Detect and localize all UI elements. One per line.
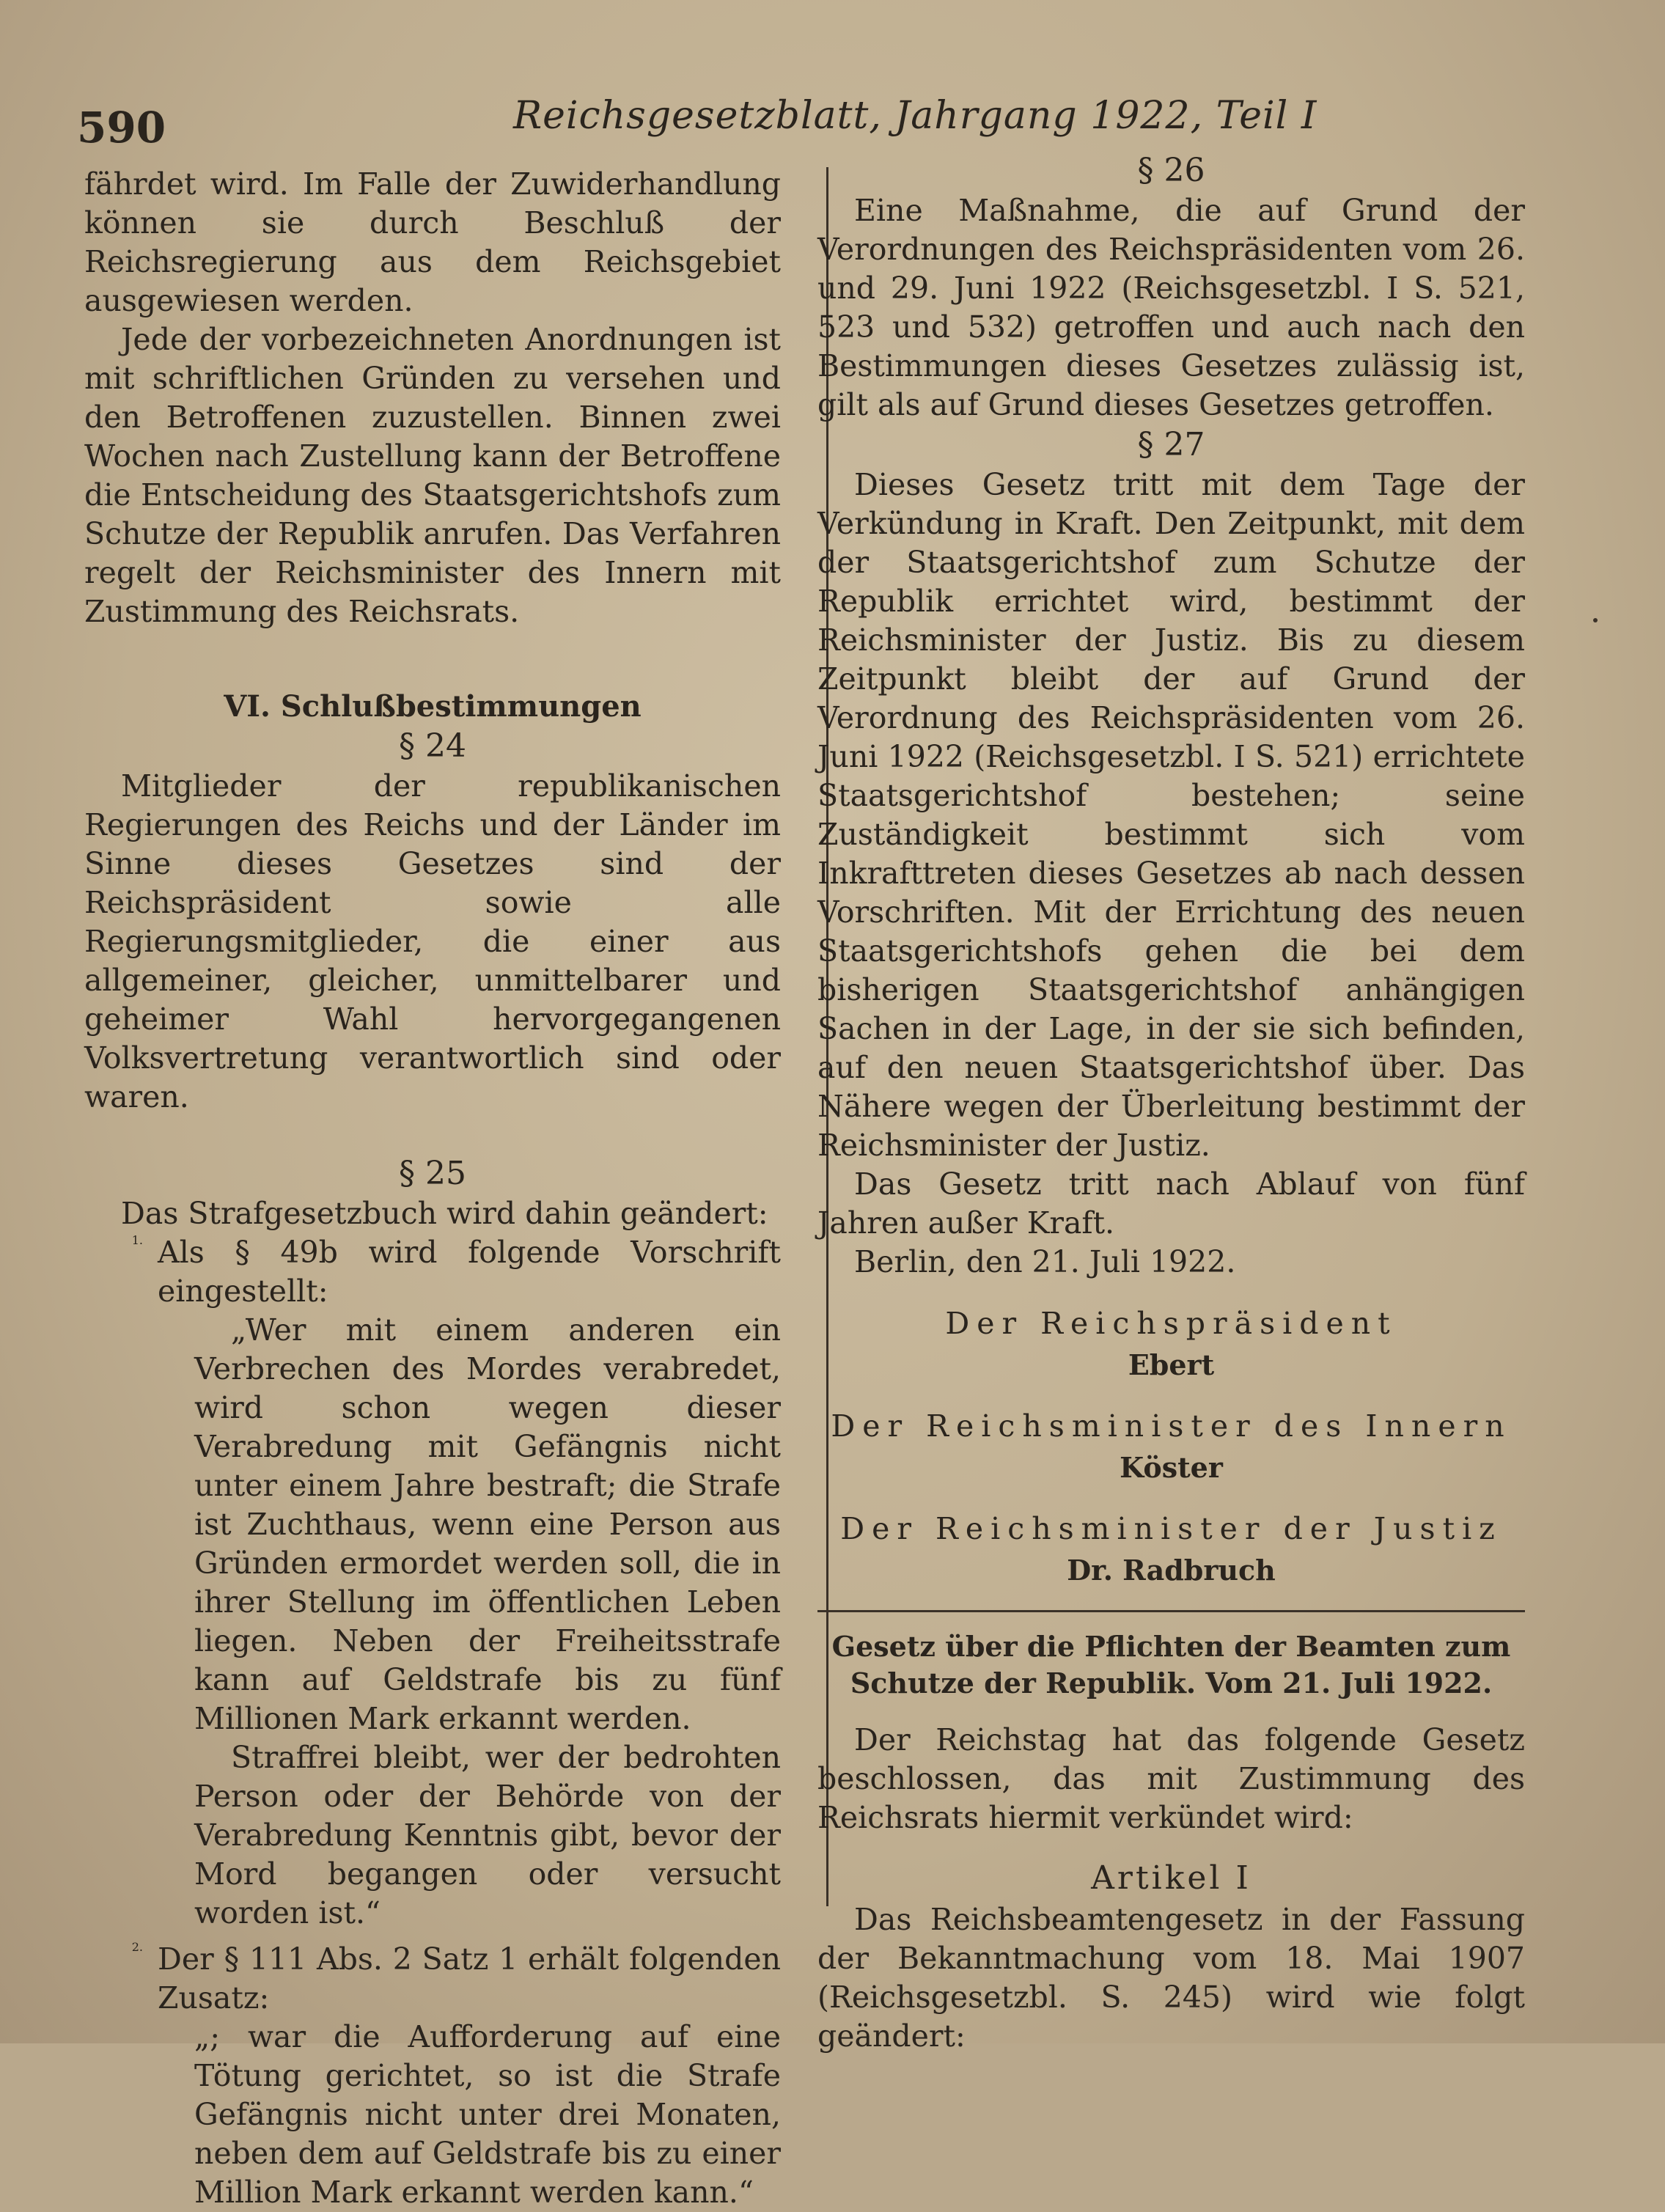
page-number: 590 bbox=[77, 103, 166, 153]
paragraph-sign-24: § 24 bbox=[399, 727, 466, 765]
date-line: Berlin, den 21. Juli 1922. bbox=[854, 1244, 1236, 1279]
quote-paragraph: „Wer mit einem anderen ein Verbrechen des Mordes verabredet, wird schon wegen dieser Verabredung mit Gefängnis nicht unter einem Jahre bestraft; die Strafe ist Zuchthaus, wenn eine Person aus Gründen ermordet werden soll, die in ihrer Stellung im öffentlichen Leben liegen. Neben der Freiheitsstrafe kann auf Geldstrafe bis zu fünf Millionen Mark erkannt werden. bbox=[194, 1312, 781, 1736]
right-column bbox=[817, 150, 1525, 2056]
horizontal-rule bbox=[817, 1610, 1525, 1612]
running-head: Reichsgesetzblatt, Jahrgang 1922, Teil I bbox=[513, 94, 1317, 138]
page-header bbox=[0, 94, 1665, 153]
list-item bbox=[84, 1940, 781, 2018]
list-item-text: Der § 111 Abs. 2 Satz 1 erhält folgenden Zusatz: bbox=[158, 1941, 781, 2016]
signatory-name: Dr. Radbruch bbox=[1067, 1554, 1276, 1587]
paragraph-sign-25: § 25 bbox=[399, 1155, 466, 1192]
paragraph: Jede der vorbezeichneten Anordnungen ist mit schriftlichen Gründen zu versehen und den Betroffenen zuzustellen. Binnen zwei Wochen nach Zustellung kann der Betroffene die Entscheidung des Staatsgerichtshofs zum Schutze der Republik anrufen. Das Verfahren regelt der Reichsminister des Innern mit Zustimmung des Reichsrats. bbox=[84, 322, 781, 629]
section-heading: VI. Schlußbestimmungen bbox=[224, 689, 642, 724]
list-item bbox=[84, 1233, 781, 1311]
signatory-name: Ebert bbox=[1128, 1348, 1215, 1381]
paragraph-26-text: Eine Maßnahme, die auf Grund der Verordnungen des Reichspräsidenten vom 26. und 29. Juni 1922 (Reichsgesetzbl. I S. 521, 523 und 532) getroffen und auch nach den Bestimmungen dieses Gesetzes zulässig ist, gilt als auf Grund dieses Gesetzes getroffen. bbox=[817, 193, 1525, 422]
paragraph-sign-26: § 26 bbox=[1137, 152, 1205, 189]
law-title: Gesetz über die Pflichten der Beamten zum Schutze der Republik. Vom 21. Juli 1922. bbox=[831, 1630, 1511, 1700]
left-column bbox=[84, 165, 781, 2212]
signatory-title: Der Reichsminister des Innern bbox=[831, 1408, 1512, 1444]
signatory-title: Der Reichsminister der Justiz bbox=[840, 1511, 1502, 1546]
article-text: Das Reichsbeamtengesetz in der Fassung der Bekanntmachung vom 18. Mai 1907 (Reichsgesetzbl. S. 245) wird wie folgt geändert: bbox=[817, 1902, 1525, 2054]
signatory-title: Der Reichspräsident bbox=[945, 1306, 1397, 1341]
article-heading: Artikel I bbox=[1091, 1859, 1251, 1897]
paragraph-27-text-2: Das Gesetz tritt nach Ablauf von fünf Jahren außer Kraft. bbox=[817, 1166, 1525, 1241]
quotation bbox=[84, 1311, 781, 1933]
paragraph-25-intro: Das Strafgesetzbuch wird dahin geändert: bbox=[121, 1196, 768, 1231]
list-number: 1. bbox=[131, 1233, 143, 1247]
quotation bbox=[84, 2018, 781, 2212]
paragraph-27-text: Dieses Gesetz tritt mit dem Tage der Verkündung in Kraft. Den Zeitpunkt, mit dem der Staatsgerichtshof zum Schutze der Republik errichtet wird, bestimmt der Reichsminister der Justiz. Bis zu diesem Zeitpunkt bleibt der auf Grund der Verordnung des Reichspräsidenten vom 26. Juni 1922 (Reichsgesetzbl. I S. 521) errichtete Staatsgerichtshof bestehen; seine Zuständigkeit bestimmt sich vom Inkrafttreten dieses Gesetzes ab nach dessen Vorschriften. Mit der Errichtung des neuen Staatsgerichtshofs gehen die bei dem bisherigen Staatsgerichtshof anhängigen Sachen in der Lage, in der sie sich befinden, auf den neuen Staatsgerichtshof über. Das Nähere wegen der Überleitung bestimmt der Reichsminister der Justiz. bbox=[817, 467, 1525, 1163]
signatory-name: Köster bbox=[1120, 1451, 1223, 1484]
list-item-text: Als § 49b wird folgende Vorschrift eingestellt: bbox=[158, 1235, 781, 1309]
paragraph-sign-27: § 27 bbox=[1137, 426, 1205, 463]
quote-paragraph: „; war die Aufforderung auf eine Tötung gerichtet, so ist die Strafe Gefängnis nicht unter drei Monaten, neben dem auf Geldstrafe bis zu einer Million Mark erkannt werden kann.“ bbox=[194, 2019, 781, 2210]
list-number: 2. bbox=[131, 1940, 143, 1954]
quote-paragraph: Straffrei bleibt, wer der bedrohten Person oder der Behörde von der Verabredung Kenntnis gibt, bevor der Mord begangen oder versucht worden ist.“ bbox=[194, 1740, 781, 1930]
paragraph-24-text: Mitglieder der republikanischen Regierungen des Reichs und der Länder im Sinne dieses Gesetzes sind der Reichspräsident sowie alle Regierungsmitglieder, die einer aus allgemeiner, gleicher, unmittelbarer und geheimer Wahl hervorgegangenen Volksvertretung verantwortlich sind oder waren. bbox=[84, 768, 781, 1114]
ink-speck bbox=[1593, 618, 1598, 622]
enactment-clause: Der Reichstag hat das folgende Gesetz beschlossen, das mit Zustimmung des Reichsrats hiermit verkündet wird: bbox=[817, 1722, 1525, 1835]
paragraph: fährdet wird. Im Falle der Zuwiderhandlung können sie durch Beschluß der Reichsregierung aus dem Reichsgebiet ausgewiesen werden. bbox=[84, 166, 781, 318]
